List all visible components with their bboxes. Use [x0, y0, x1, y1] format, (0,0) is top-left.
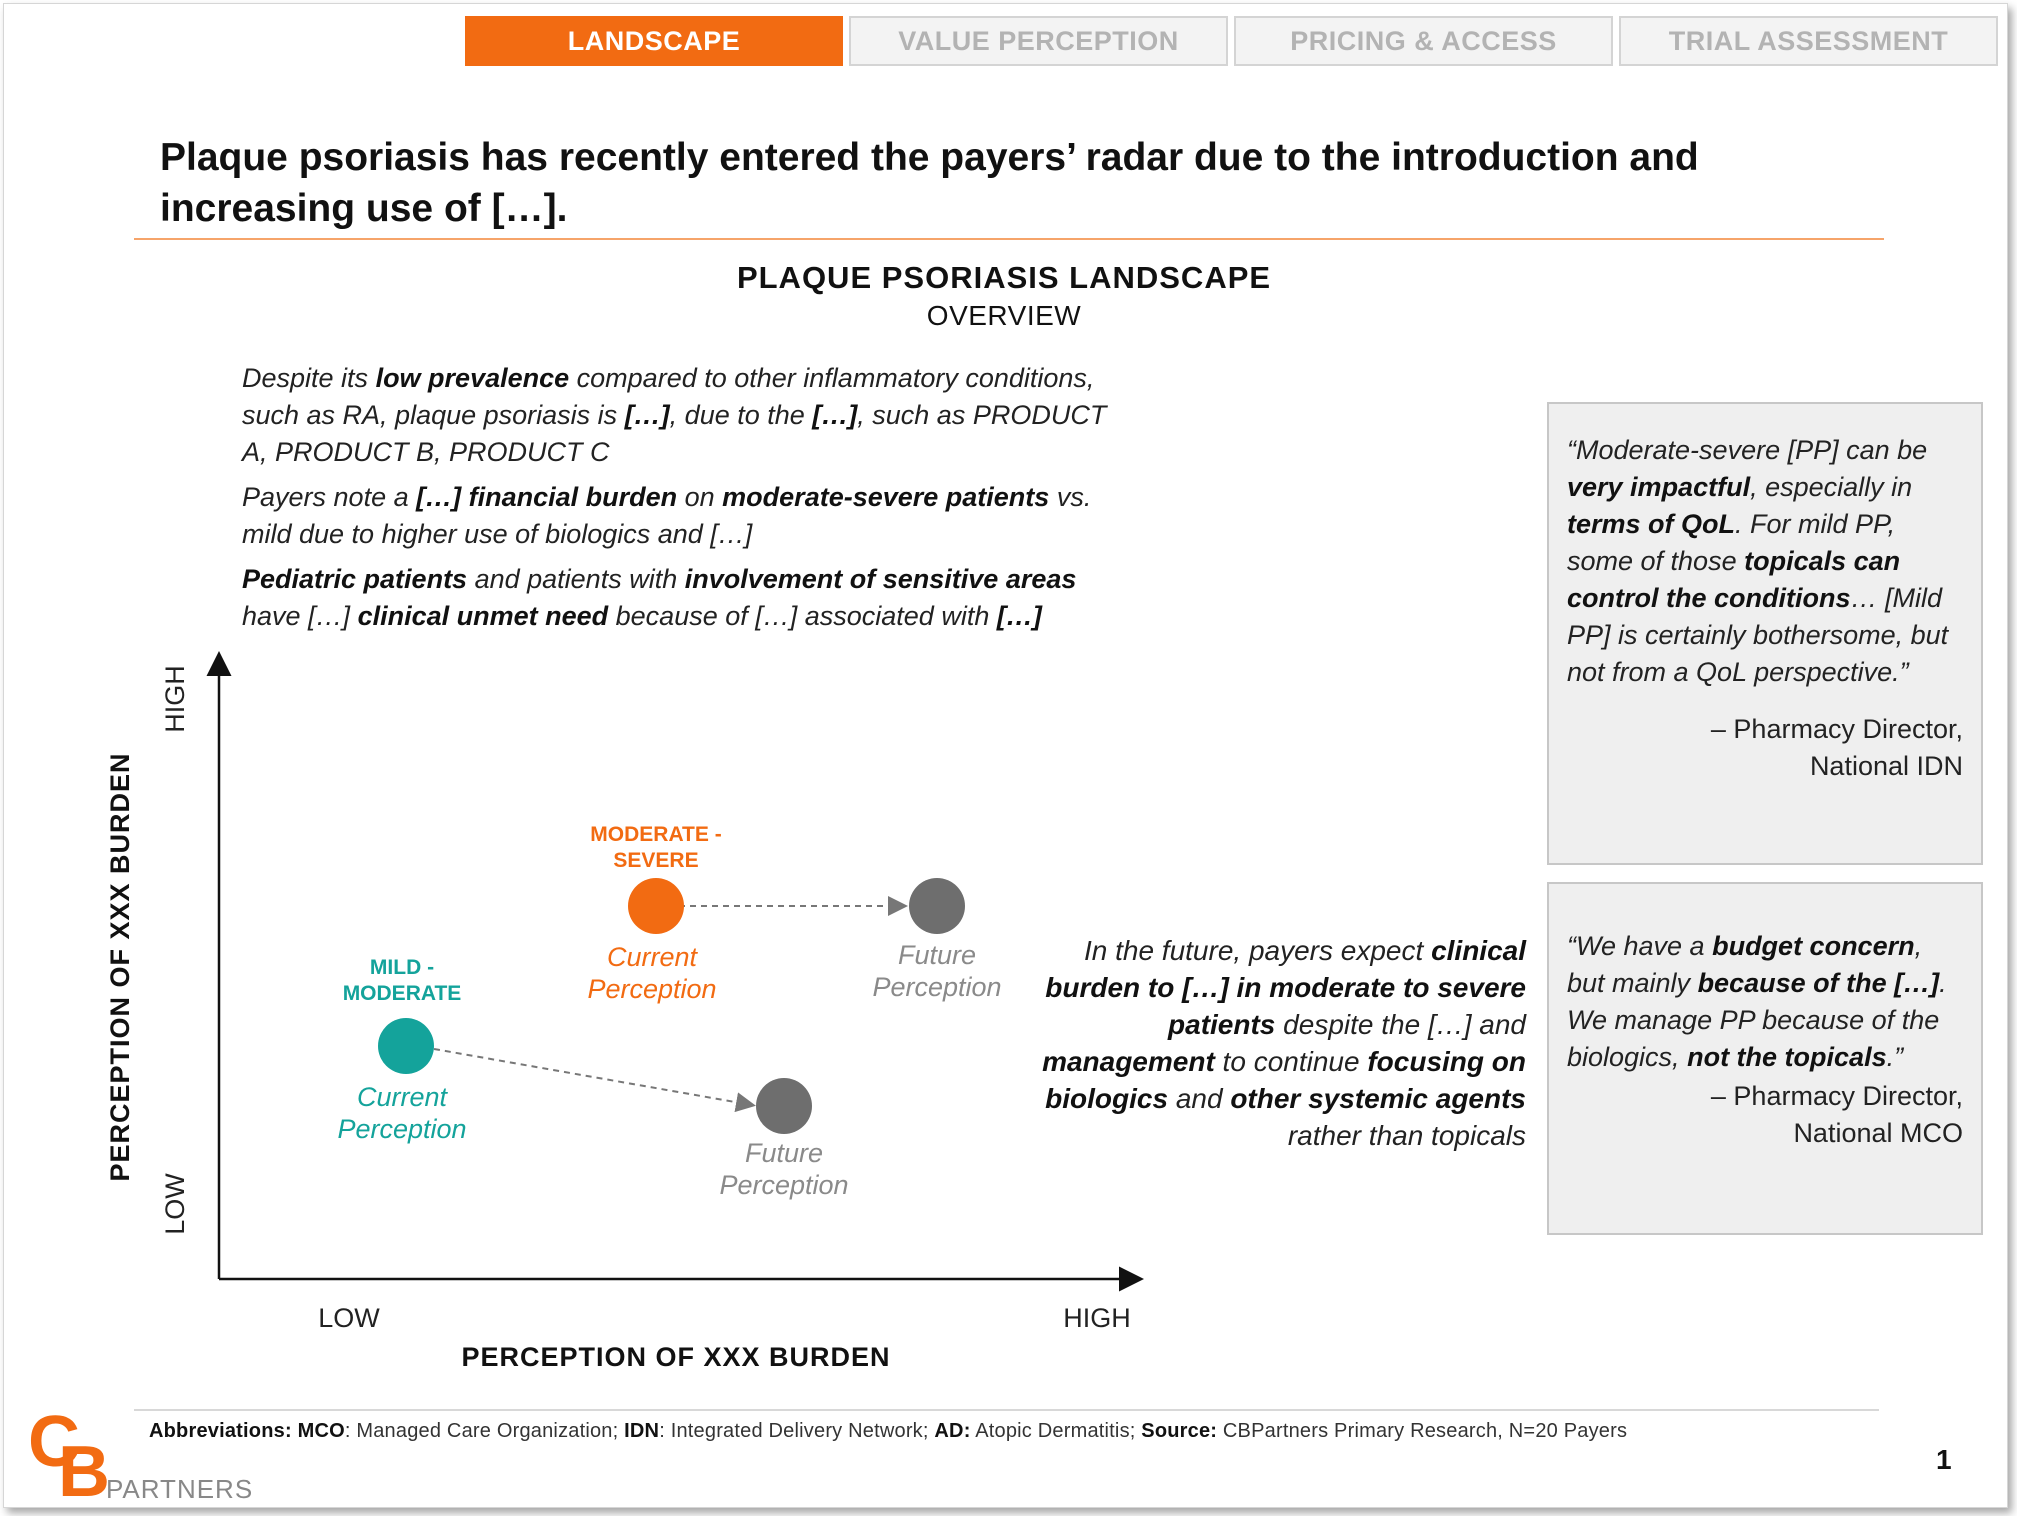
cbpartners-logo: C B PARTNERS [28, 1402, 254, 1508]
moderate-severe-future-line2: Perception [872, 972, 1002, 1002]
mild-moderate-future-line2: Perception [719, 1170, 849, 1200]
key-insights [242, 360, 1112, 643]
moderate-severe-label-line1: MODERATE - [590, 823, 722, 846]
moderate-severe-current-line1: Current [606, 942, 698, 972]
moderate-severe-future-point [909, 878, 965, 934]
tab-value-perception[interactable]: VALUE PERCEPTION [849, 16, 1228, 66]
x-axis-title: PERCEPTION OF XXX BURDEN [461, 1342, 891, 1372]
insight-unmet-need: Pediatric patients and patients with involvement of sensitive areas have […] clinical unmet need because of […] associated with […] [242, 564, 1077, 631]
moderate-severe-future-line1: Future [897, 940, 977, 970]
burden-perception-chart [94, 644, 1154, 1384]
y-axis-low-label: LOW [160, 1173, 190, 1235]
section-title: PLAQUE PSORIASIS LANDSCAPE [736, 260, 1272, 295]
quote-mco-attribution: – Pharmacy Director, National MCO [1710, 1081, 1963, 1148]
quote-idn-attribution: – Pharmacy Director, National IDN [1710, 714, 1963, 781]
mild-moderate-current-line1: Current [356, 1082, 448, 1112]
footnote: Abbreviations: MCO: Managed Care Organization; IDN: Integrated Delivery Network; AD: Atopic Dermatitis; Source: CBPartners Primary Research, N=20 Payers [149, 1420, 1628, 1442]
tab-pricing-access[interactable]: PRICING & ACCESS [1234, 16, 1613, 66]
slide [3, 3, 2008, 1508]
page-number: 1 [1936, 1444, 1952, 1475]
mild-moderate-future-line1: Future [744, 1138, 824, 1168]
tab-landscape[interactable]: LANDSCAPE [465, 16, 843, 66]
mild-moderate-current-line2: Perception [337, 1114, 467, 1144]
title-divider [134, 238, 1884, 240]
moderate-severe-current-line2: Perception [587, 974, 717, 1004]
y-axis-title: PERCEPTION OF XXX BURDEN [105, 752, 135, 1182]
section-tabs [465, 16, 1998, 66]
future-outlook-text: In the future, payers expect clinical burden to […] in moderate to severe patients despite the […] and management to continue focusing on biologics and other systemic agents rather than topicals [1042, 935, 1526, 1151]
insight-financial-burden: Payers note a […] financial burden on moderate-severe patients vs. mild due to higher use of biologics and […] [242, 482, 1092, 549]
insight-prevalence: Despite its low prevalence compared to other inflammatory conditions, such as RA, plaque psoriasis is […], due to the […], such as PRODUCT A, PRODUCT B, PRODUCT C [242, 363, 1107, 467]
mild-moderate-label-line1: MILD - [369, 956, 435, 979]
moderate-severe-current-point [628, 878, 684, 934]
quote-mco-text: “We have a budget concern, but mainly because of the […]. We manage PP because of the biologics, not the topicals.” [1567, 931, 1947, 1072]
tab-trial-assessment[interactable]: TRIAL ASSESSMENT [1619, 16, 1998, 66]
section-subtitle: OVERVIEW [926, 300, 1082, 331]
page-title: Plaque psoriasis has recently entered the payers’ radar due to the introduction and increasing use of […]. [160, 136, 1699, 230]
mild-moderate-current-point [378, 1018, 434, 1074]
x-axis-high-label: HIGH [1063, 1303, 1131, 1333]
footer-divider [134, 1409, 1879, 1411]
mild-moderate-trend-arrow [434, 1049, 752, 1105]
x-axis-low-label: LOW [318, 1303, 380, 1333]
y-axis-high-label: HIGH [160, 665, 190, 733]
mild-moderate-future-point [756, 1078, 812, 1134]
moderate-severe-label-line2: SEVERE [613, 849, 699, 872]
quote-mco [1547, 882, 1983, 1235]
quote-idn [1547, 402, 1983, 865]
quote-idn-text: “Moderate-severe [PP] can be very impactful, especially in terms of QoL. For mild PP, some of those topicals can control the conditions… [Mild PP] is certainly bothersome, but not from a QoL perspective.” [1567, 435, 1949, 687]
mild-moderate-label-line2: MODERATE [342, 982, 462, 1005]
